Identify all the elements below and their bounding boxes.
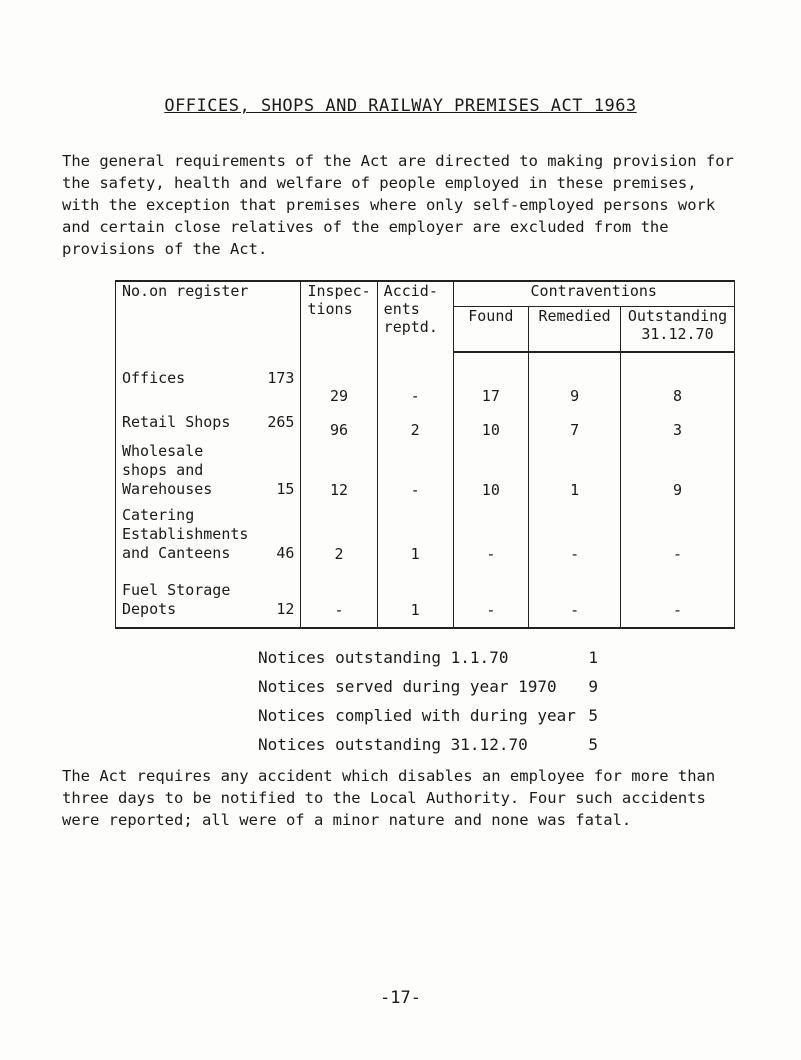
cell-outstanding: 3 — [621, 405, 735, 439]
header-remedied: Remedied — [529, 307, 621, 353]
cell-remedied: - — [529, 563, 621, 628]
row-count: 12 — [276, 600, 295, 618]
header-inspections: Inspec- tions — [301, 281, 377, 352]
cell-found: 10 — [453, 405, 529, 439]
cell-outstanding: - — [621, 499, 735, 563]
register-table — [115, 280, 735, 629]
cell-accidents: - — [377, 352, 453, 405]
intro-paragraph: The general requirements of the Act are directed to making provision for the safety, health and welfare of people employed in these premises, with the exception that premises where only self-employed persons work and certain close relatives of the employer are excluded from the provisions of the Act. — [62, 152, 734, 258]
cell-found: 10 — [453, 439, 529, 499]
cell-found: 17 — [453, 352, 529, 405]
row-name: Offices — [122, 369, 186, 387]
notice-row — [258, 704, 598, 733]
cell-accidents: 1 — [377, 499, 453, 563]
table-row — [116, 405, 735, 439]
cell-remedied: 7 — [529, 405, 621, 439]
cell-inspections: - — [301, 563, 377, 628]
notice-value: 5 — [588, 735, 598, 754]
cell-remedied: 9 — [529, 352, 621, 405]
row-count: 46 — [276, 544, 295, 562]
cell-accidents: 1 — [377, 563, 453, 628]
header-accidents: Accid- ents reptd. — [377, 281, 453, 352]
notice-value: 5 — [588, 706, 598, 725]
table-row — [116, 352, 735, 405]
cell-inspections: 96 — [301, 405, 377, 439]
table-row — [116, 439, 735, 499]
page-title: OFFICES, SHOPS AND RAILWAY PREMISES ACT 1963 — [164, 96, 637, 116]
outro-paragraph: The Act requires any accident which disables an employee for more than three days to be notified to the Local Authority. Four such accidents were reported; all were of a minor nature and none was fatal. — [62, 767, 716, 829]
notice-label: Notices served during year 1970 — [258, 677, 557, 696]
notice-row — [258, 646, 598, 675]
cell-outstanding: 9 — [621, 439, 735, 499]
cell-found: - — [453, 499, 529, 563]
table-row — [116, 499, 735, 563]
header-outstanding: Outstanding 31.12.70 — [621, 307, 735, 353]
cell-found: - — [453, 563, 529, 628]
cell-remedied: - — [529, 499, 621, 563]
row-count: 15 — [276, 480, 295, 498]
row-name: Retail Shops — [122, 412, 231, 431]
page-number: -17- — [380, 988, 421, 1008]
notice-value: 1 — [588, 648, 598, 667]
row-name: Catering Establishments and Canteens — [122, 506, 249, 562]
notice-label: Notices outstanding 31.12.70 — [258, 735, 528, 754]
notice-label: Notices outstanding 1.1.70 — [258, 648, 509, 667]
header-register: No.on register — [116, 281, 301, 352]
cell-outstanding: 8 — [621, 352, 735, 405]
header-found: Found — [453, 307, 529, 353]
notice-label: Notices complied with during year — [258, 706, 576, 725]
notice-row — [258, 675, 598, 704]
cell-inspections: 12 — [301, 439, 377, 499]
notice-value: 9 — [588, 677, 598, 696]
notice-row — [258, 733, 598, 762]
table-row — [116, 563, 735, 628]
cell-accidents: 2 — [377, 405, 453, 439]
cell-outstanding: - — [621, 563, 735, 628]
row-count: 265 — [267, 412, 295, 431]
row-count: 173 — [267, 369, 295, 387]
cell-inspections: 2 — [301, 499, 377, 563]
header-contraventions: Contraventions — [453, 281, 735, 307]
row-name: Fuel Storage Depots — [122, 581, 231, 618]
row-name: Wholesale shops and Warehouses — [122, 442, 213, 498]
cell-accidents: - — [377, 439, 453, 499]
cell-inspections: 29 — [301, 352, 377, 405]
notices-summary — [258, 646, 598, 762]
cell-remedied: 1 — [529, 439, 621, 499]
